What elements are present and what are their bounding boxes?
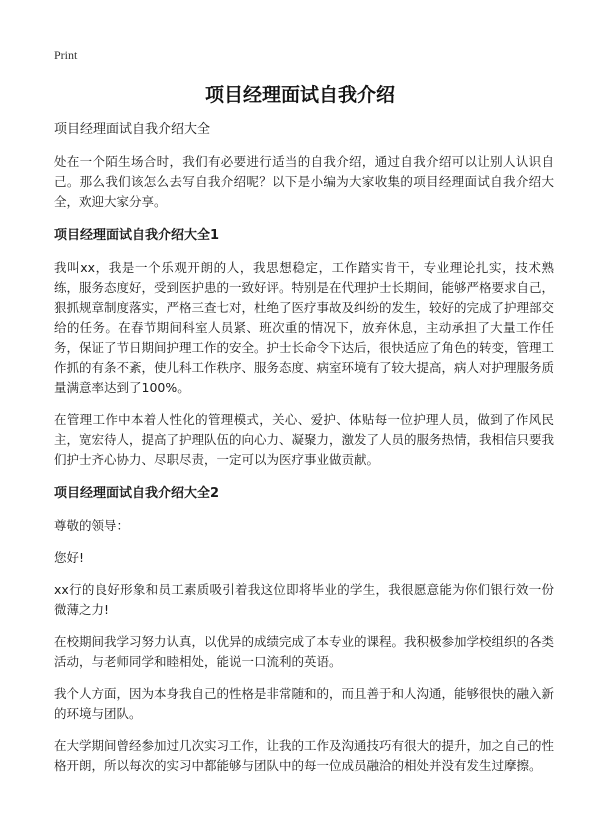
section-2-paragraph-4: 在校期间我学习努力认真，以优异的成绩完成了本专业的课程。我积极参加学校组织的各类活动，与老师同学和睦相处，能说一口流利的英语。 xyxy=(54,634,555,669)
section-2-paragraph-5: 我个人方面，因为本身我自己的性格是非常随和的，而且善于和人沟通，能够很快的融入新的环境与团队。 xyxy=(54,686,555,721)
document-title: 项目经理面试自我介绍 xyxy=(204,84,395,106)
section-2-paragraph-6: 在大学期间曾经参加过几次实习工作，让我的工作及沟通技巧有很大的提升，加之自己的性格开朗，所以每次的实习中都能够与团队中的每一位成员融洽的相处并没有发生过摩擦。 xyxy=(54,738,555,773)
intro-paragraph: 处在一个陌生场合时，我们有必要进行适当的自我介绍，通过自我介绍可以让别人认识自己。那么我们该怎么去写自我介绍呢？以下是小编为大家收集的项目经理面试自我介绍大全，欢迎大家分享。 xyxy=(54,154,554,209)
section-heading-2: 项目经理面试自我介绍大全2 xyxy=(54,486,220,501)
print-label[interactable]: Print xyxy=(54,48,78,62)
section-2-paragraph-2: 您好! xyxy=(54,550,85,565)
document-subtitle: 项目经理面试自我介绍大全 xyxy=(54,122,211,137)
section-2-paragraph-3: xx行的良好形象和员工素质吸引着我这位即将毕业的学生，我很愿意能为你们银行效一份微薄之力! xyxy=(54,582,554,617)
document-body xyxy=(54,120,554,788)
section-1-paragraph-2: 在管理工作中本着人性化的管理模式，关心、爱护、体贴每一位护理人员，做到了作风民主，宽宏待人，提高了护理队伍的向心力、凝聚力，激发了人员的服务热情，我相信只要我们护士齐心协力、尽职尽责，一定可以为医疗事业做贡献。 xyxy=(54,412,555,467)
section-2-paragraph-1: 尊敬的领导： xyxy=(54,518,130,533)
section-heading-1: 项目经理面试自我介绍大全1 xyxy=(54,228,220,243)
section-1-paragraph-1: 我叫xx，我是一个乐观开朗的人，我思想稳定，工作踏实肯干，专业理论扎实，技术熟练，服务态度好，受到医护患的一致好评。特别是在代理护士长期间，能够严格要求自己，狠抓规章制度落实，严格三查七对，杜绝了医疗事故及纠纷的发生，较好的完成了护理部交给的任务。在春节期间科室人员紧、班次重的情况下，放弃休息，主动承担了大量工作任务，保证了节日期间护理工作的安全。护士长命令下达后，很快适应了角色的转变，管理工作抓的有条不紊，使儿科工作秩序、服务态度、病室环境有了较大提高，病人对护理服务质量满意率达到了100%。 xyxy=(54,260,555,395)
